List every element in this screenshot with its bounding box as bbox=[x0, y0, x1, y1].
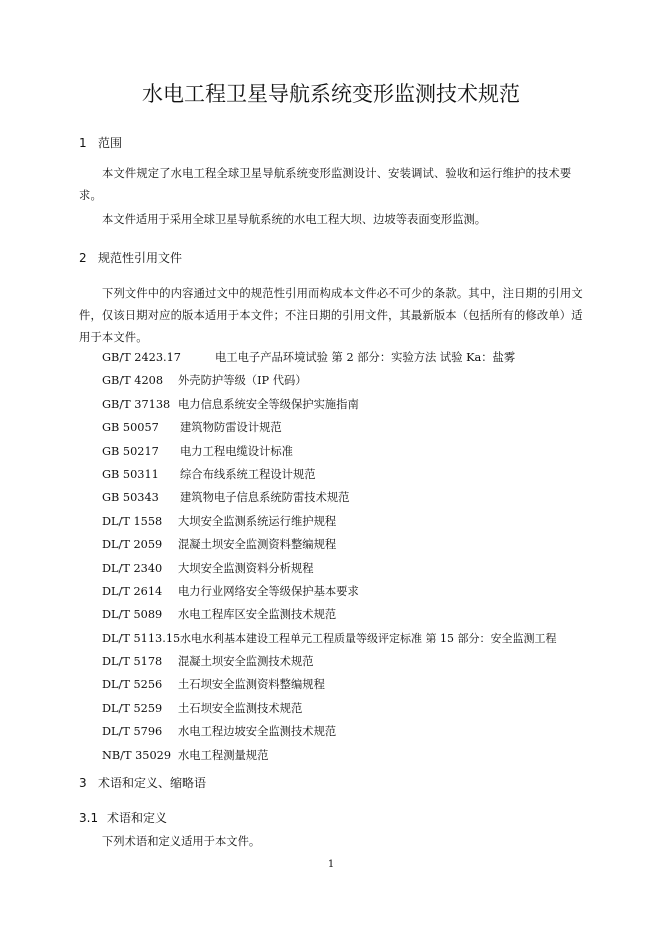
reference-code: DL/T 5796 bbox=[102, 725, 163, 739]
reference-title: 电力信息系统安全等级保护实施指南 bbox=[178, 397, 359, 411]
section-number: 1 bbox=[79, 136, 87, 150]
reference-item bbox=[102, 654, 556, 677]
reference-title: 电力工程电缆设计标准 bbox=[180, 444, 293, 458]
reference-code: GB 50343 bbox=[102, 491, 159, 505]
reference-item bbox=[102, 397, 556, 420]
subsection-title: 术语和定义 bbox=[107, 811, 168, 825]
reference-item bbox=[102, 677, 556, 700]
terms-intro: 下列术语和定义适用于本文件。 bbox=[102, 835, 261, 848]
reference-title: 大坝安全监测资料分析规程 bbox=[178, 561, 314, 575]
reference-item bbox=[102, 514, 556, 537]
reference-title: 建筑物防雷设计规范 bbox=[180, 421, 282, 435]
reference-list bbox=[102, 350, 556, 771]
scope-paragraph-1: 本文件规定了水电工程全球卫星导航系统变形监测设计、安装调试、验收和运行维护的技术要求。 bbox=[79, 167, 572, 202]
reference-title: 水电工程库区安全监测技术规范 bbox=[178, 608, 337, 622]
reference-item bbox=[102, 584, 556, 607]
reference-code: GB/T 37138 bbox=[102, 397, 171, 411]
reference-title: 土石坝安全监测技术规范 bbox=[178, 701, 303, 715]
subsection-number: 3.1 bbox=[79, 811, 99, 825]
reference-title: 外壳防护等级（IP 代码） bbox=[178, 374, 307, 388]
reference-title: 混凝土坝安全监测资料整编规程 bbox=[178, 538, 337, 552]
reference-title: 水电工程边坡安全监测技术规范 bbox=[178, 725, 337, 739]
references-intro: 下列文件中的内容通过文中的规范性引用而构成本文件必不可少的条款。其中，注日期的引用文件，仅该日期对应的版本适用于本文件；不注日期的引用文件，其最新版本（包括所有的修改单）适用于本文件。 bbox=[79, 287, 583, 344]
reference-code: DL/T 5113.15 bbox=[102, 631, 181, 645]
section-heading-terms bbox=[79, 775, 206, 791]
reference-code: DL/T 5178 bbox=[102, 655, 163, 669]
reference-item bbox=[102, 373, 556, 396]
reference-item bbox=[102, 537, 556, 560]
reference-code: GB 50311 bbox=[102, 467, 159, 481]
reference-item bbox=[102, 748, 556, 771]
reference-code: GB 50057 bbox=[102, 421, 159, 435]
reference-item bbox=[102, 607, 556, 630]
reference-code: GB/T 2423.17 bbox=[102, 351, 181, 364]
reference-code: NB/T 35029 bbox=[102, 748, 172, 762]
reference-item bbox=[102, 561, 556, 584]
page-number: 1 bbox=[327, 859, 335, 870]
reference-code: DL/T 1558 bbox=[102, 514, 163, 528]
reference-code: DL/T 5256 bbox=[102, 678, 163, 692]
reference-item bbox=[102, 350, 556, 373]
section-title: 规范性引用文件 bbox=[98, 251, 183, 265]
section-title: 术语和定义、缩略语 bbox=[98, 776, 207, 790]
reference-title: 大坝安全监测系统运行维护规程 bbox=[178, 514, 337, 528]
reference-title: 电力行业网络安全等级保护基本要求 bbox=[178, 584, 359, 598]
reference-code: DL/T 2340 bbox=[102, 561, 163, 575]
scope-paragraph-2: 本文件适用于采用全球卫星导航系统的水电工程大坝、边坡等表面变形监测。 bbox=[102, 213, 487, 226]
reference-title: 土石坝安全监测资料整编规程 bbox=[178, 678, 325, 692]
reference-title: 水电工程测量规范 bbox=[178, 748, 269, 762]
reference-title: 水电水利基本建设工程单元工程质量等级评定标准 第 15 部分：安全监测工程 bbox=[180, 631, 557, 645]
reference-item bbox=[102, 724, 556, 747]
reference-title: 建筑物电子信息系统防雷技术规范 bbox=[180, 491, 350, 505]
section-heading-scope bbox=[79, 135, 122, 151]
reference-title: 电工电子产品环境试验 第 2 部分：实验方法 试验 Ka：盐雾 bbox=[215, 351, 516, 364]
section-heading-normative-references bbox=[79, 250, 182, 266]
reference-item bbox=[102, 420, 556, 443]
reference-title: 综合布线系统工程设计规范 bbox=[180, 467, 316, 481]
reference-item bbox=[102, 467, 556, 490]
section-title: 范围 bbox=[98, 136, 123, 150]
subsection-heading-terms-definitions bbox=[79, 810, 167, 826]
reference-code: DL/T 2059 bbox=[102, 538, 163, 552]
reference-item bbox=[102, 701, 556, 724]
reference-item bbox=[102, 490, 556, 513]
reference-item bbox=[102, 631, 556, 654]
reference-code: GB/T 4208 bbox=[102, 374, 164, 388]
section-number: 2 bbox=[79, 251, 87, 265]
section-number: 3 bbox=[79, 776, 87, 790]
reference-code: DL/T 5259 bbox=[102, 701, 163, 715]
reference-code: DL/T 2614 bbox=[102, 584, 163, 598]
reference-code: DL/T 5089 bbox=[102, 608, 163, 622]
document-title: 水电工程卫星导航系统变形监测技术规范 bbox=[142, 82, 520, 106]
reference-item bbox=[102, 444, 556, 467]
reference-title: 混凝土坝安全监测技术规范 bbox=[178, 655, 314, 669]
reference-code: GB 50217 bbox=[102, 444, 159, 458]
